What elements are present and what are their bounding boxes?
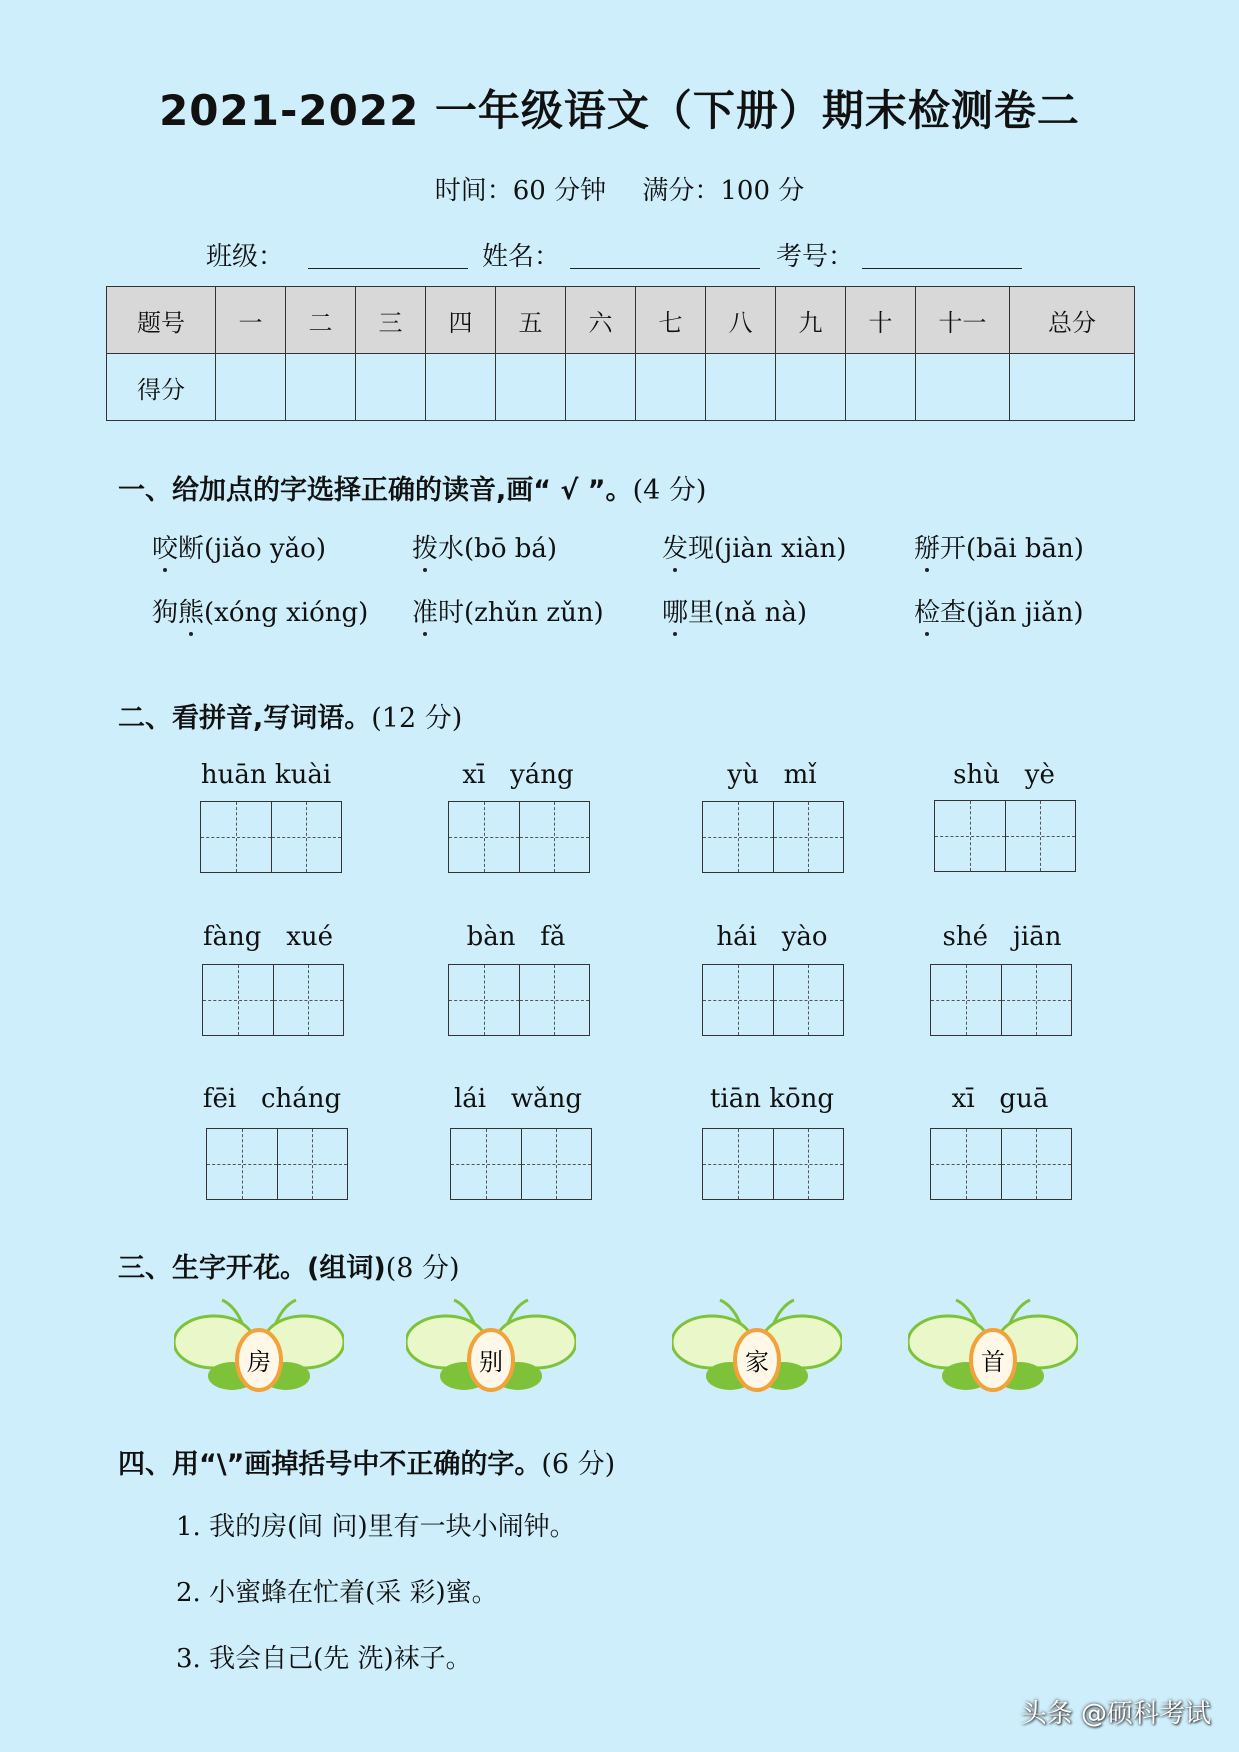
header-cell: 十一 <box>916 287 1010 354</box>
q4-item-1[interactable]: 1. 我的房(间 问)里有一块小闹钟。 <box>176 1512 576 1542</box>
header-cell: 三 <box>356 287 426 354</box>
word-rest: 水 <box>438 534 465 564</box>
tianzige-box[interactable] <box>930 1128 1072 1200</box>
tianzige-box[interactable] <box>202 964 344 1036</box>
flower-char: 房 <box>247 1348 271 1376</box>
pinyin-label: yù mǐ <box>727 760 817 790</box>
score-cell[interactable] <box>286 354 356 421</box>
section-1-title: 一、给加点的字选择正确的读音,画“ √ ”。 <box>118 475 633 506</box>
pinyin-label: fēi cháng <box>202 1084 342 1114</box>
dotted-char: 哪 <box>662 598 689 628</box>
header-cell: 五 <box>496 287 566 354</box>
flower-diagram <box>174 1294 344 1394</box>
header-cell: 八 <box>706 287 776 354</box>
flower-diagram <box>406 1294 576 1394</box>
score-cell[interactable] <box>1010 354 1135 421</box>
reading-options[interactable]: (bāi bān) <box>966 534 1084 564</box>
dotted-char: 准 <box>412 598 439 628</box>
tianzige-box[interactable] <box>448 801 590 873</box>
reading-options[interactable]: (bō bá) <box>464 534 558 564</box>
section-4-title: 四、用“\”画掉括号中不正确的字。 <box>118 1449 542 1480</box>
q1-item <box>152 592 368 629</box>
word-prefix: 狗 <box>152 598 179 628</box>
word-rest: 里 <box>688 598 715 628</box>
header-cell: 四 <box>426 287 496 354</box>
section-2-heading <box>118 696 462 735</box>
reading-options[interactable]: (jǎn jiǎn) <box>966 598 1084 628</box>
word-rest: 时 <box>438 598 465 628</box>
q1-item <box>152 528 326 565</box>
pinyin-label: fàng xué <box>202 922 334 952</box>
section-3-title: 三、生字开花。(组词) <box>118 1253 386 1284</box>
number-field <box>776 236 854 273</box>
full-score: 满分：100 分 <box>642 176 805 206</box>
reading-options[interactable]: (nǎ nà) <box>714 598 808 628</box>
pinyin-label: tiān kōng <box>709 1084 835 1114</box>
section-2-points: (12 分) <box>371 703 463 734</box>
header-cell: 九 <box>776 287 846 354</box>
q1-item <box>412 592 604 629</box>
score-table <box>106 286 1135 421</box>
score-cell[interactable] <box>706 354 776 421</box>
score-table-score-row <box>107 354 1135 421</box>
number-label: 考号： <box>776 242 855 272</box>
pinyin-label: xī yáng <box>462 760 574 790</box>
word-rest: 断 <box>178 534 205 564</box>
q1-item <box>662 592 807 629</box>
tianzige-box[interactable] <box>930 964 1072 1036</box>
word-rest: 开 <box>940 534 967 564</box>
flower-char: 别 <box>479 1348 503 1376</box>
score-cell[interactable] <box>916 354 1010 421</box>
score-cell[interactable] <box>496 354 566 421</box>
pinyin-label: shé jiān <box>942 922 1062 952</box>
score-cell[interactable] <box>636 354 706 421</box>
class-label: 班级： <box>206 242 285 272</box>
score-cell[interactable] <box>566 354 636 421</box>
header-cell: 总分 <box>1010 287 1135 354</box>
dotted-char: 咬 <box>152 534 179 564</box>
q1-item <box>914 592 1084 629</box>
name-field <box>482 236 560 273</box>
flower-char: 家 <box>745 1348 769 1376</box>
section-4-points: (6 分) <box>541 1449 616 1480</box>
class-blank[interactable] <box>308 240 468 269</box>
pinyin-label: bàn fǎ <box>466 922 566 952</box>
header-cell: 七 <box>636 287 706 354</box>
word-rest: 查 <box>940 598 967 628</box>
header-cell: 题号 <box>107 287 216 354</box>
header-cell: 一 <box>216 287 286 354</box>
score-cell[interactable] <box>846 354 916 421</box>
q1-item <box>412 528 557 565</box>
number-blank[interactable] <box>862 240 1022 269</box>
score-cell[interactable] <box>356 354 426 421</box>
reading-options[interactable]: (xóng xióng) <box>204 598 369 628</box>
tianzige-box[interactable] <box>450 1128 592 1200</box>
score-row-label: 得分 <box>107 354 216 421</box>
pinyin-label: xī guā <box>951 1084 1049 1114</box>
score-cell[interactable] <box>776 354 846 421</box>
dotted-char: 掰 <box>914 534 941 564</box>
tianzige-box[interactable] <box>448 964 590 1036</box>
section-2-title: 二、看拼音,写词语。 <box>118 703 372 734</box>
tianzige-box[interactable] <box>702 964 844 1036</box>
dotted-char: 熊 <box>178 598 205 628</box>
dotted-char: 检 <box>914 598 941 628</box>
reading-options[interactable]: (zhǔn zǔn) <box>464 598 604 628</box>
pinyin-label: huān kuài <box>200 760 332 790</box>
score-table-header-row <box>107 287 1135 354</box>
reading-options[interactable]: (jiàn xiàn) <box>714 534 847 564</box>
exam-meta <box>0 170 1239 207</box>
time-limit: 时间：60 分钟 <box>434 176 607 206</box>
tianzige-box[interactable] <box>206 1128 348 1200</box>
reading-options[interactable]: (jiǎo yǎo) <box>204 534 326 564</box>
header-cell: 二 <box>286 287 356 354</box>
pinyin-label: lái wǎng <box>453 1084 583 1114</box>
pinyin-label: shù yè <box>953 760 1055 790</box>
header-cell: 六 <box>566 287 636 354</box>
pinyin-label: hái yào <box>716 922 828 952</box>
flower-diagram <box>908 1294 1078 1394</box>
section-4-heading <box>118 1442 615 1481</box>
section-1-heading <box>118 468 706 507</box>
name-label: 姓名： <box>482 242 561 272</box>
flower-char: 首 <box>981 1348 1005 1376</box>
q1-item <box>914 528 1084 565</box>
watermark: 头条 @硕科考试 <box>1020 1699 1211 1729</box>
word-rest: 现 <box>688 534 715 564</box>
tianzige-box[interactable] <box>702 801 844 873</box>
dotted-char: 拨 <box>412 534 439 564</box>
q1-item <box>662 528 846 565</box>
q4-item-3[interactable]: 3. 我会自己(先 洗)袜子。 <box>176 1644 472 1674</box>
q4-item-2[interactable]: 2. 小蜜蜂在忙着(采 彩)蜜。 <box>176 1578 498 1608</box>
header-cell: 十 <box>846 287 916 354</box>
page-title: 2021-2022 一年级语文（下册）期末检测卷二 <box>159 86 1080 135</box>
section-3-points: (8 分) <box>385 1253 460 1284</box>
class-field <box>206 236 284 273</box>
section-1-points: (4 分) <box>632 475 707 506</box>
name-blank[interactable] <box>570 240 760 269</box>
score-cell[interactable] <box>216 354 286 421</box>
section-3-heading <box>118 1246 460 1285</box>
score-cell[interactable] <box>426 354 496 421</box>
dotted-char: 发 <box>662 534 689 564</box>
tianzige-box[interactable] <box>934 800 1076 872</box>
flower-diagram <box>672 1294 842 1394</box>
tianzige-box[interactable] <box>702 1128 844 1200</box>
tianzige-box[interactable] <box>200 801 342 873</box>
